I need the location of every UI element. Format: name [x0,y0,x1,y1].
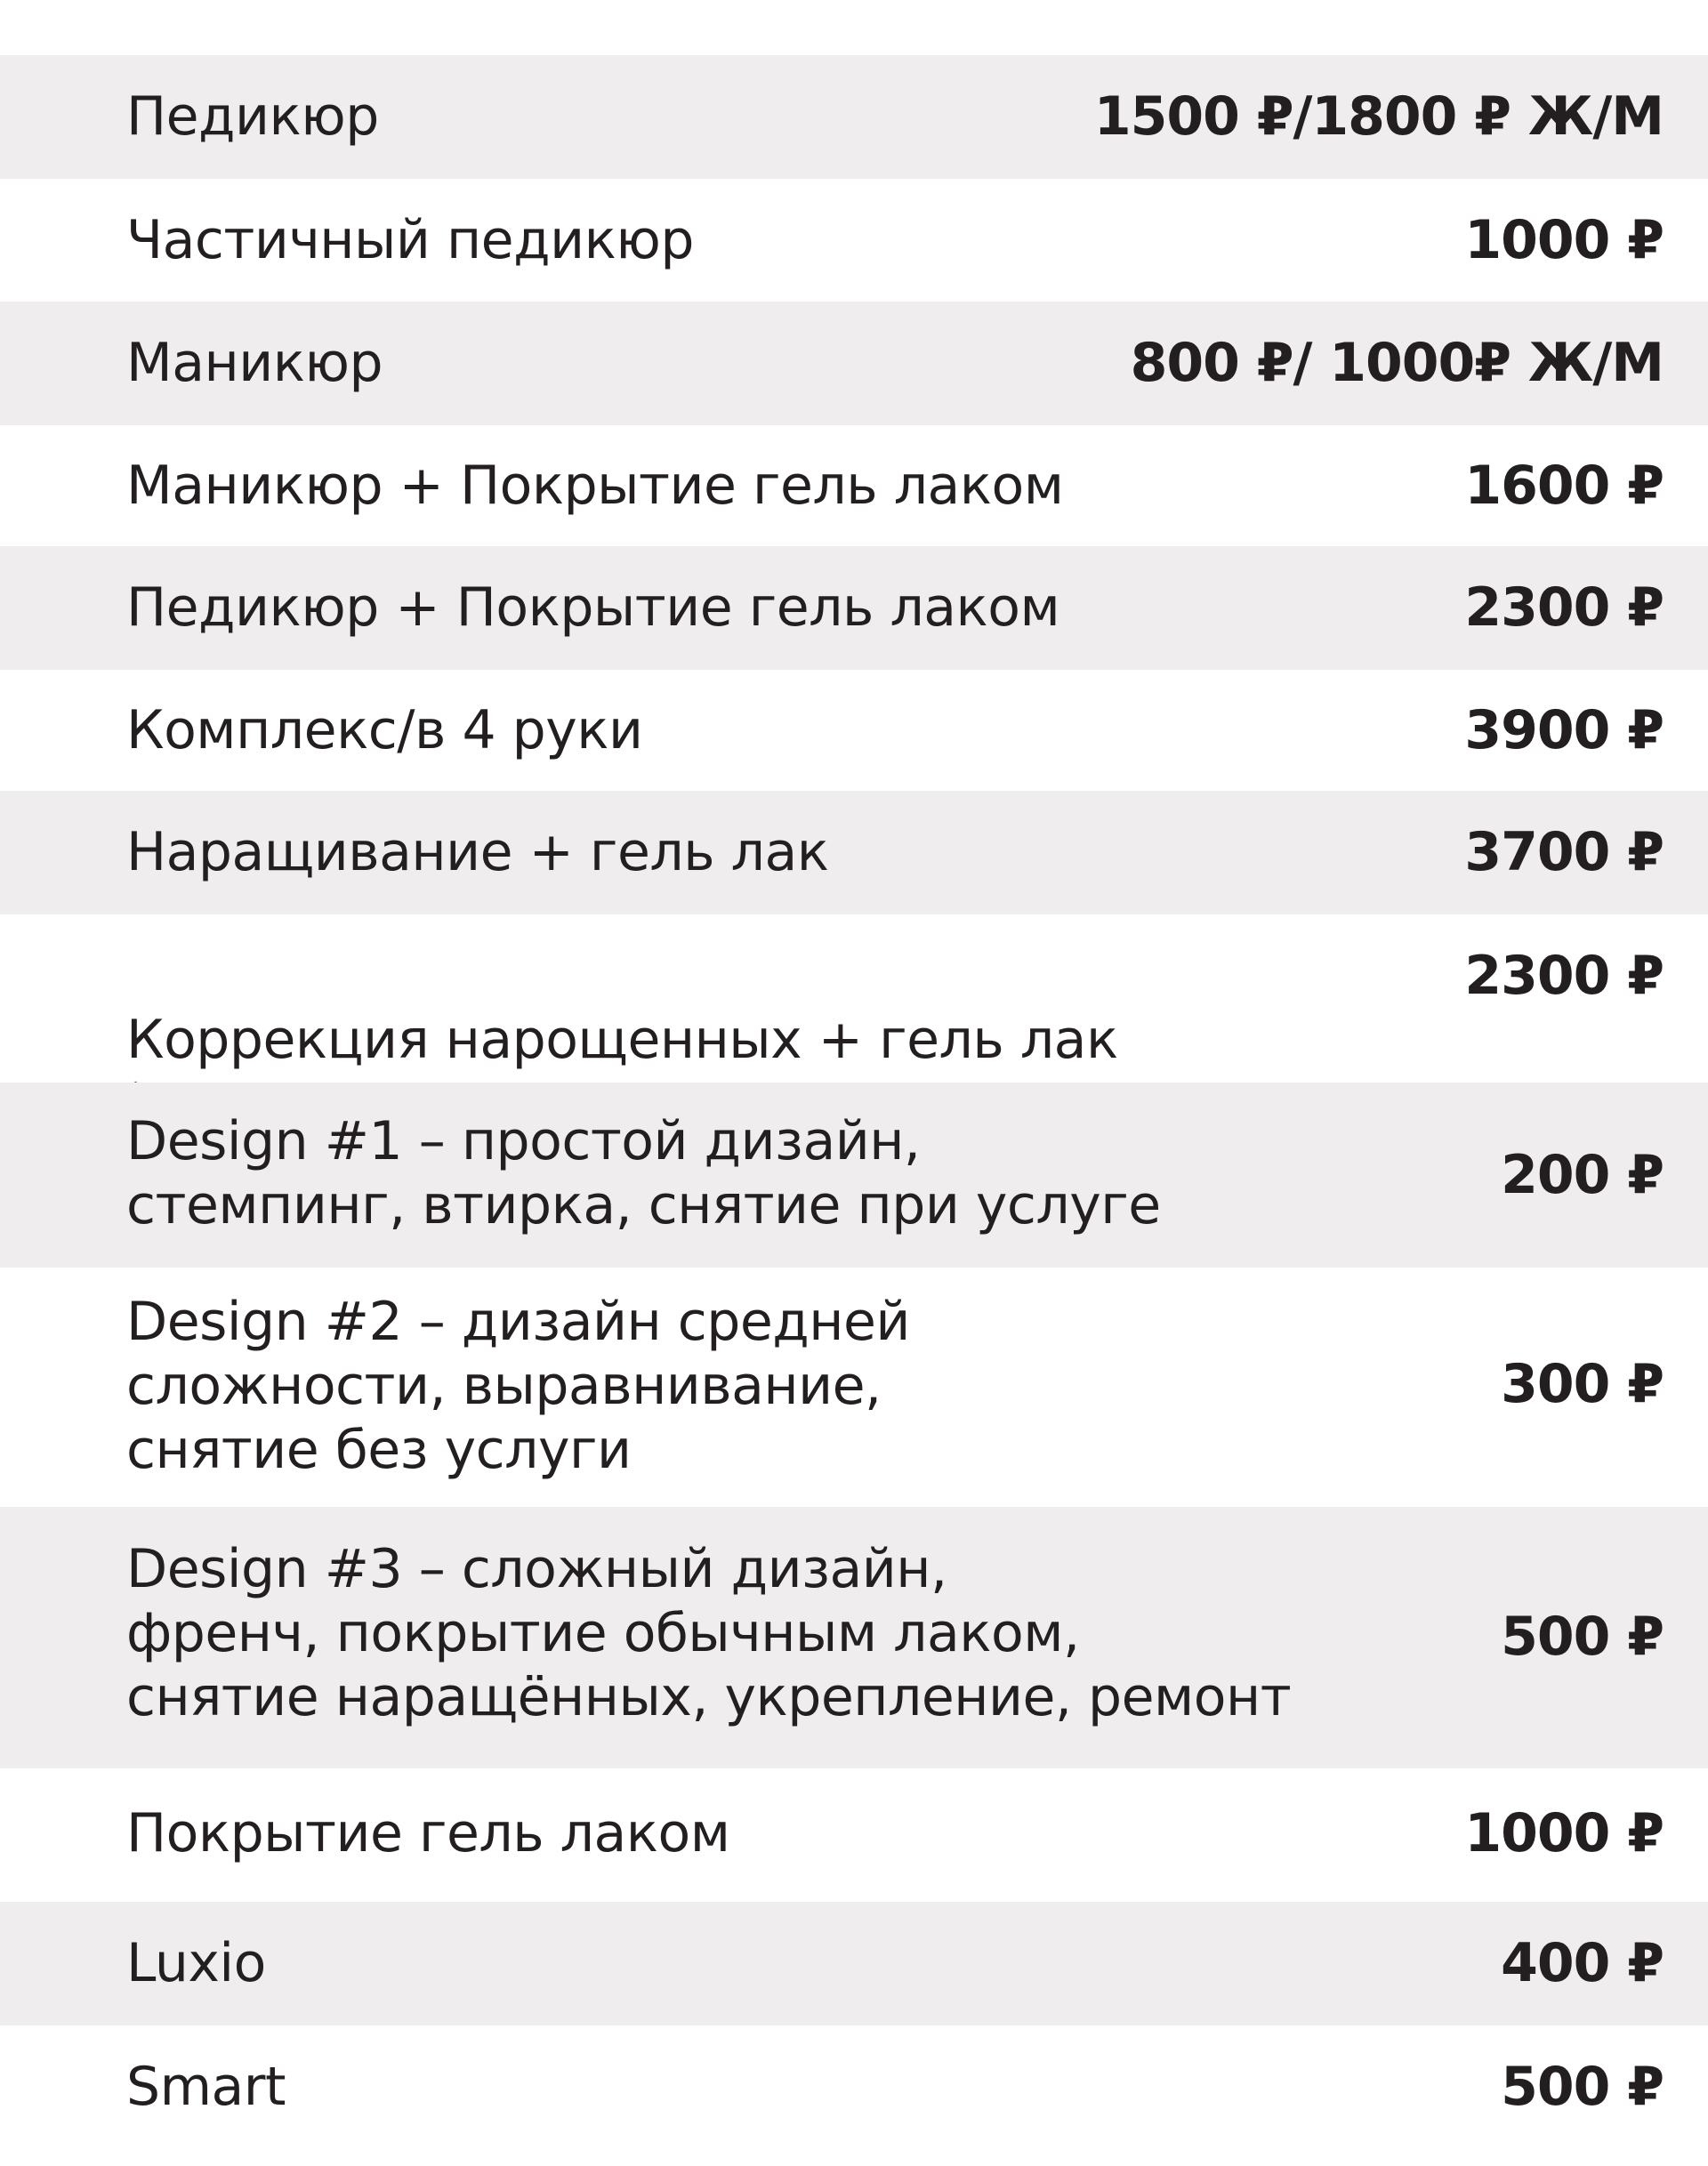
price-row-design-3 [0,1507,1708,1768]
service-price: 500 ₽ [1501,2056,1664,2118]
price-row-pedicure [0,55,1708,179]
service-name: Комплекс/в 4 руки [126,699,643,761]
service-name-text: Коррекция нарощенных + гель лак [126,1009,1118,1071]
service-price: 1000 ₽ [1464,1802,1664,1864]
service-name: Педикюр + Покрытие гель лаком [126,576,1060,639]
service-name: Покрытие гель лаком [126,1802,730,1864]
price-row-partial-pedicure [0,179,1708,302]
service-price: 400 ₽ [1501,1932,1664,1994]
service-name: Smart [126,2056,286,2118]
service-price: 300 ₽ [1501,1353,1664,1415]
service-name: Design #3 – сложный дизайн, френч, покрытие обычным лаком, снятие наращённых, укрепление, ремонт [126,1538,1292,1728]
service-name: Педикюр [126,85,379,148]
service-price: 2300 ₽ [1464,945,1664,1007]
price-row-manicure-gel [0,425,1708,546]
price-row-pedicure-gel [0,546,1708,670]
service-name: Design #2 – дизайн средней сложности, выравнивание, снятие без услуги [126,1291,910,1481]
service-price: 2300 ₽ [1464,576,1664,639]
price-row-luxio [0,1902,1708,2025]
service-price: 800 ₽/ 1000₽ Ж/М [1130,332,1664,394]
price-row-extension [0,791,1708,914]
price-row-complex [0,670,1708,791]
price-row-design-2 [0,1268,1708,1507]
service-price: 500 ₽ [1501,1606,1664,1668]
service-price: 200 ₽ [1501,1144,1664,1206]
service-price: 1500 ₽/1800 ₽ Ж/М [1093,85,1664,148]
price-list [0,55,1708,2148]
service-name: Частичный педикюр [126,209,694,271]
service-name: Design #1 – простой дизайн, стемпинг, втирка, снятие при услуге [126,1110,1161,1236]
price-row-gel-coating [0,1768,1708,1902]
price-row-design-1 [0,1083,1708,1268]
service-name: Наращивание + гель лак [126,821,829,883]
service-price: 1000 ₽ [1464,209,1664,271]
service-name: Luxio [126,1932,266,1994]
service-name: Маникюр [126,332,383,394]
price-row-smart [0,2025,1708,2148]
service-price: 1600 ₽ [1464,455,1664,517]
price-row-manicure [0,302,1708,425]
service-price: 3700 ₽ [1464,821,1664,883]
service-price: 3900 ₽ [1464,699,1664,761]
price-row-correction [0,914,1708,1083]
service-name: Маникюр + Покрытие гель лаком [126,455,1064,517]
